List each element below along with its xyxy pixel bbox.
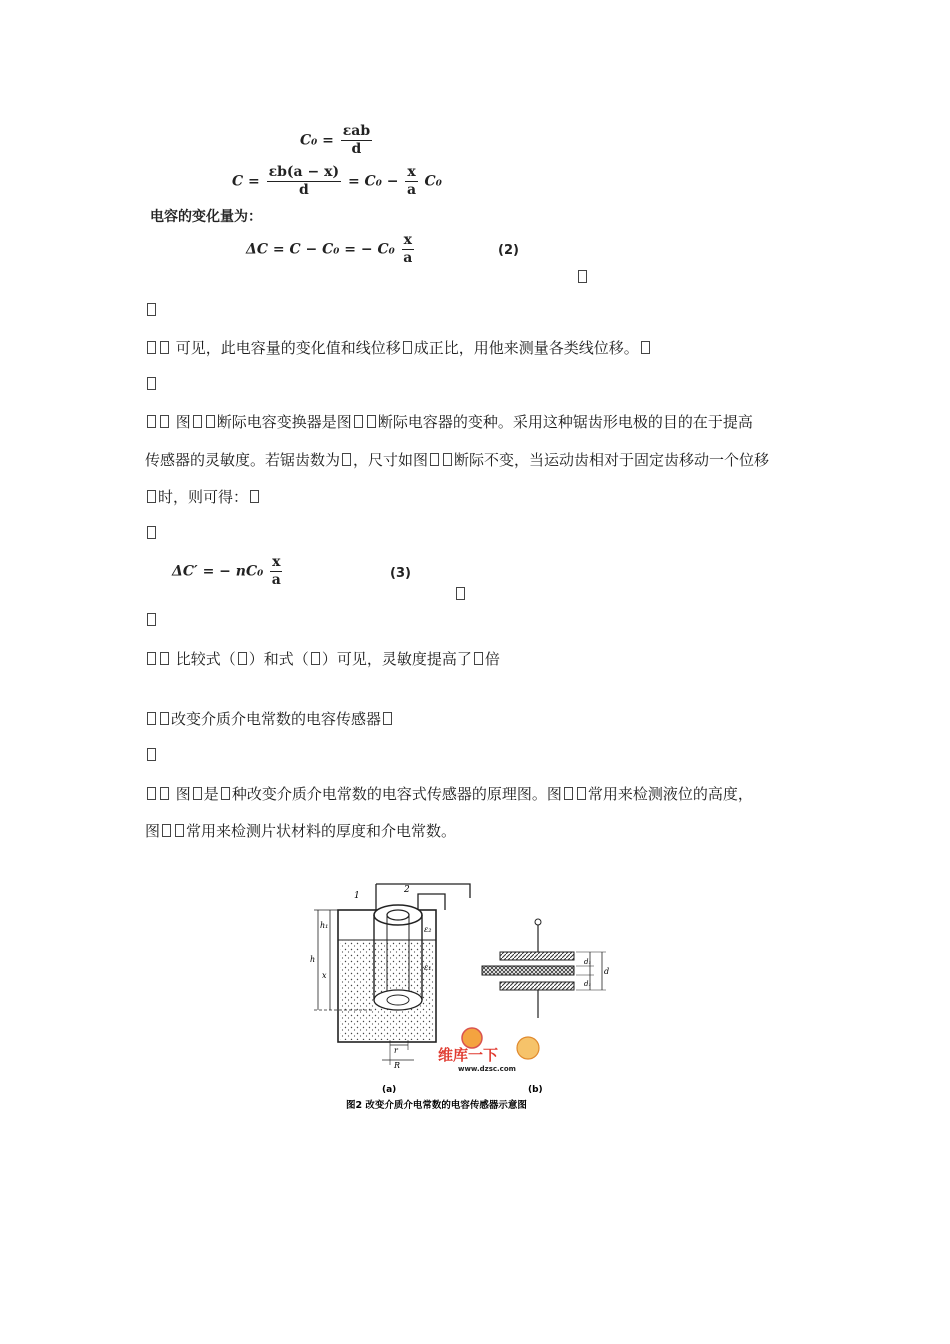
label-e2: ε₂ xyxy=(424,925,432,934)
paragraph-sawtooth-intro: 图 断际电容变换器是图 断际电容器的变种。采用这种锯齿形电极的目的在于提高 xyxy=(145,412,753,432)
label-e1: ε₁ xyxy=(424,963,432,972)
label-1: 1 xyxy=(354,891,360,901)
figure-b-plate-sensor xyxy=(482,919,606,1018)
watermark-logo xyxy=(438,1028,539,1073)
equation-delta-c-prime: ΔC′ = − nC₀ $\frac{x}{a}$ xyxy=(172,554,281,588)
label-x: x xyxy=(322,971,327,980)
equation-c0: C₀ = $\frac{\text{εab}}{d}$ xyxy=(300,123,371,157)
capacitance-change-heading: 电容的变化量为： xyxy=(150,209,262,225)
equation-delta-c: ΔC = C − C₀ = − C₀ $\frac{x}{a}$ xyxy=(246,232,413,266)
watermark-text: 维库一下 xyxy=(438,1046,499,1064)
figure-label-a: (a) xyxy=(382,1085,397,1095)
missing-glyph xyxy=(456,587,465,600)
paragraph-sawtooth-line3: 时，则可得： xyxy=(145,487,261,507)
equation-c: C = $\frac{\varepsilon b(a - x)}{d}$ = C₀ − $\frac{x}{a}$ C₀ xyxy=(232,164,442,198)
label-R: R xyxy=(394,1061,401,1070)
paragraph-linear-displacement: 可见，此电容量的变化值和线位移 成正比，用他来测量各类线位移。 xyxy=(145,338,652,358)
missing-glyph xyxy=(147,377,156,390)
dielectric-sensor-figure xyxy=(290,870,620,1130)
paragraph-dielectric-line2: 图 常用来检测片状材料的厚度和介电常数。 xyxy=(145,822,457,840)
missing-glyph xyxy=(147,303,156,316)
figure-caption: 图2 改变介质介电常数的电容传感器示意图 xyxy=(346,1100,527,1111)
label-h: h xyxy=(310,955,316,964)
label-d1: d₁ xyxy=(584,958,592,966)
paragraph-sawtooth-line2: 传感器的灵敏度。若锯齿数为 ，尺寸如图 断际不变，当运动齿相对于固定齿移动一个位移 xyxy=(145,451,770,469)
missing-glyph xyxy=(147,748,156,761)
label-d: d xyxy=(604,967,610,976)
figure-label-b: (b) xyxy=(528,1085,543,1095)
label-2: 2 xyxy=(404,885,410,895)
label-h1: h₁ xyxy=(320,921,329,930)
equation-number-2: (2) xyxy=(498,243,519,258)
missing-glyph xyxy=(578,270,587,283)
watermark-url: www.dzsc.com xyxy=(458,1065,516,1073)
label-r: r xyxy=(394,1046,398,1055)
paragraph-sensitivity: 比较式（ ）和式（ ）可见，灵敏度提高了 倍 xyxy=(145,649,500,669)
figure-a-level-sensor xyxy=(314,884,470,1065)
missing-glyph xyxy=(147,613,156,626)
label-d2: d₁ xyxy=(584,980,592,988)
section-heading-dielectric: 改变介质介电常数的电容传感器 xyxy=(145,709,394,729)
paragraph-dielectric-intro: 图 是 种改变介质介电常数的电容式传感器的原理图。图 常用来检测液位的高度， xyxy=(145,784,753,804)
equation-number-3: (3) xyxy=(390,566,411,581)
missing-glyph xyxy=(147,526,156,539)
